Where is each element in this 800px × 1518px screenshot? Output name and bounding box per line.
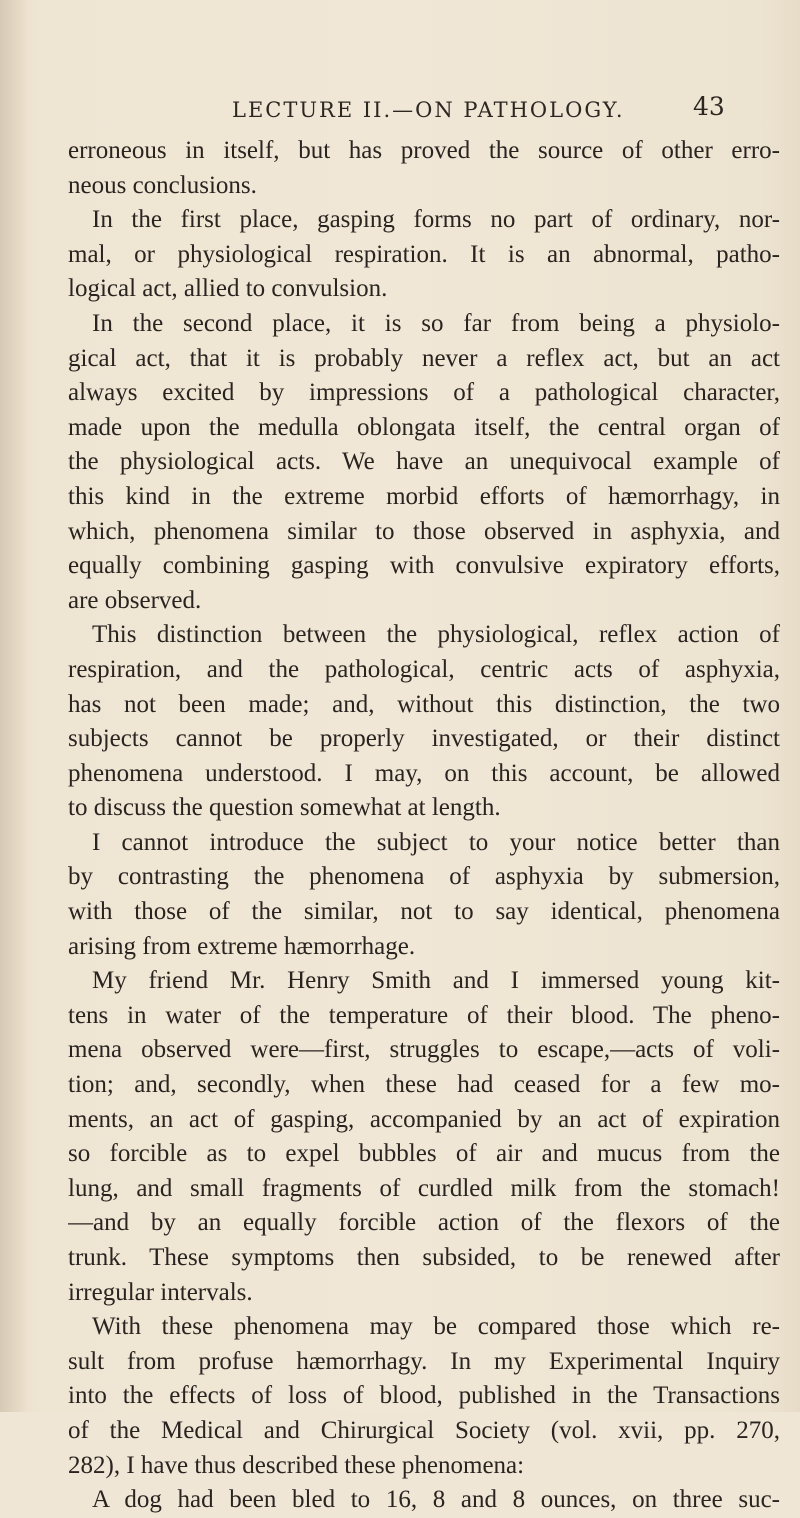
text-line: mena observed were—first, struggles to escape,—acts of voli- <box>68 1036 780 1064</box>
text-line: equally combining gasping with convulsive expiratory efforts, <box>68 552 780 580</box>
text-line: this kind in the extreme morbid efforts of hæmorrhagy, in <box>68 482 780 510</box>
text-line: A dog had been bled to 16, 8 and 8 ounces, on three suc- <box>92 1486 780 1514</box>
running-head: LECTURE II.—ON PATHOLOGY. <box>232 98 625 122</box>
text-line: sult from profuse hæmorrhagy. In my Experimental Inquiry <box>68 1347 780 1375</box>
text-line: neous conclusions. <box>68 171 257 199</box>
page-gutter-shadow <box>0 0 28 1412</box>
text-line: mal, or physiological respiration. It is an abnormal, patho- <box>68 240 780 268</box>
body-text <box>68 134 780 1518</box>
text-line: ments, an act of gasping, accompanied by an act of expiration <box>68 1105 780 1133</box>
text-line: This distinction between the physiological, reflex action of <box>92 621 780 649</box>
text-line: respiration, and the pathological, centric acts of asphyxia, <box>68 655 780 683</box>
text-line: always excited by impressions of a pathological character, <box>68 379 780 407</box>
text-line: tion; and, secondly, when these had ceased for a few mo- <box>68 1071 780 1099</box>
text-line: by contrasting the phenomena of asphyxia by submersion, <box>68 863 780 891</box>
text-line: made upon the medulla oblongata itself, the central organ of <box>68 413 780 441</box>
text-line: of the Medical and Chirurgical Society (vol. xvii, pp. 270, <box>68 1416 780 1444</box>
text-line: gical act, that it is probably never a reflex act, but an act <box>68 344 780 372</box>
text-line: which, phenomena similar to those observed in asphyxia, and <box>68 517 780 545</box>
text-line: 282), I have thus described these phenomena: <box>68 1451 525 1479</box>
text-line: logical act, allied to convulsion. <box>68 275 388 303</box>
text-line: With these phenomena may be compared those which re- <box>92 1313 780 1341</box>
text-line: are observed. <box>68 586 202 614</box>
text-line: so forcible as to expel bubbles of air and mucus from the <box>68 1140 780 1168</box>
text-line: arising from extreme hæmorrhage. <box>68 932 416 960</box>
text-line: My friend Mr. Henry Smith and I immersed young kit- <box>92 967 780 995</box>
text-line: —and by an equally forcible action of the flexors of the <box>68 1209 780 1237</box>
text-line: In the second place, it is so far from being a physiolo- <box>92 309 780 337</box>
text-line: In the first place, gasping forms no part of ordinary, nor- <box>92 206 780 234</box>
text-line: tens in water of the temperature of their blood. The pheno- <box>68 1001 780 1029</box>
text-line: I cannot introduce the subject to your notice better than <box>92 828 780 856</box>
text-line: erroneous in itself, but has proved the source of other erro- <box>68 137 780 164</box>
page-number: 43 <box>693 92 725 121</box>
text-line: with those of the similar, not to say identical, phenomena <box>68 898 780 926</box>
text-line: lung, and small fragments of curdled milk from the stomach! <box>68 1174 780 1202</box>
text-line: into the effects of loss of blood, published in the Transactions <box>68 1382 780 1410</box>
text-line: trunk. These symptoms then subsided, to be renewed after <box>68 1244 780 1271</box>
text-line: irregular intervals. <box>68 1278 253 1306</box>
text-line: has not been made; and, without this distinction, the two <box>68 690 780 718</box>
text-line: phenomena understood. I may, on this account, be allowed <box>68 759 780 787</box>
text-line: subjects cannot be properly investigated, or their distinct <box>68 725 780 753</box>
text-line: to discuss the question somewhat at length. <box>68 794 501 822</box>
text-line: the physiological acts. We have an unequivocal example of <box>68 448 780 476</box>
